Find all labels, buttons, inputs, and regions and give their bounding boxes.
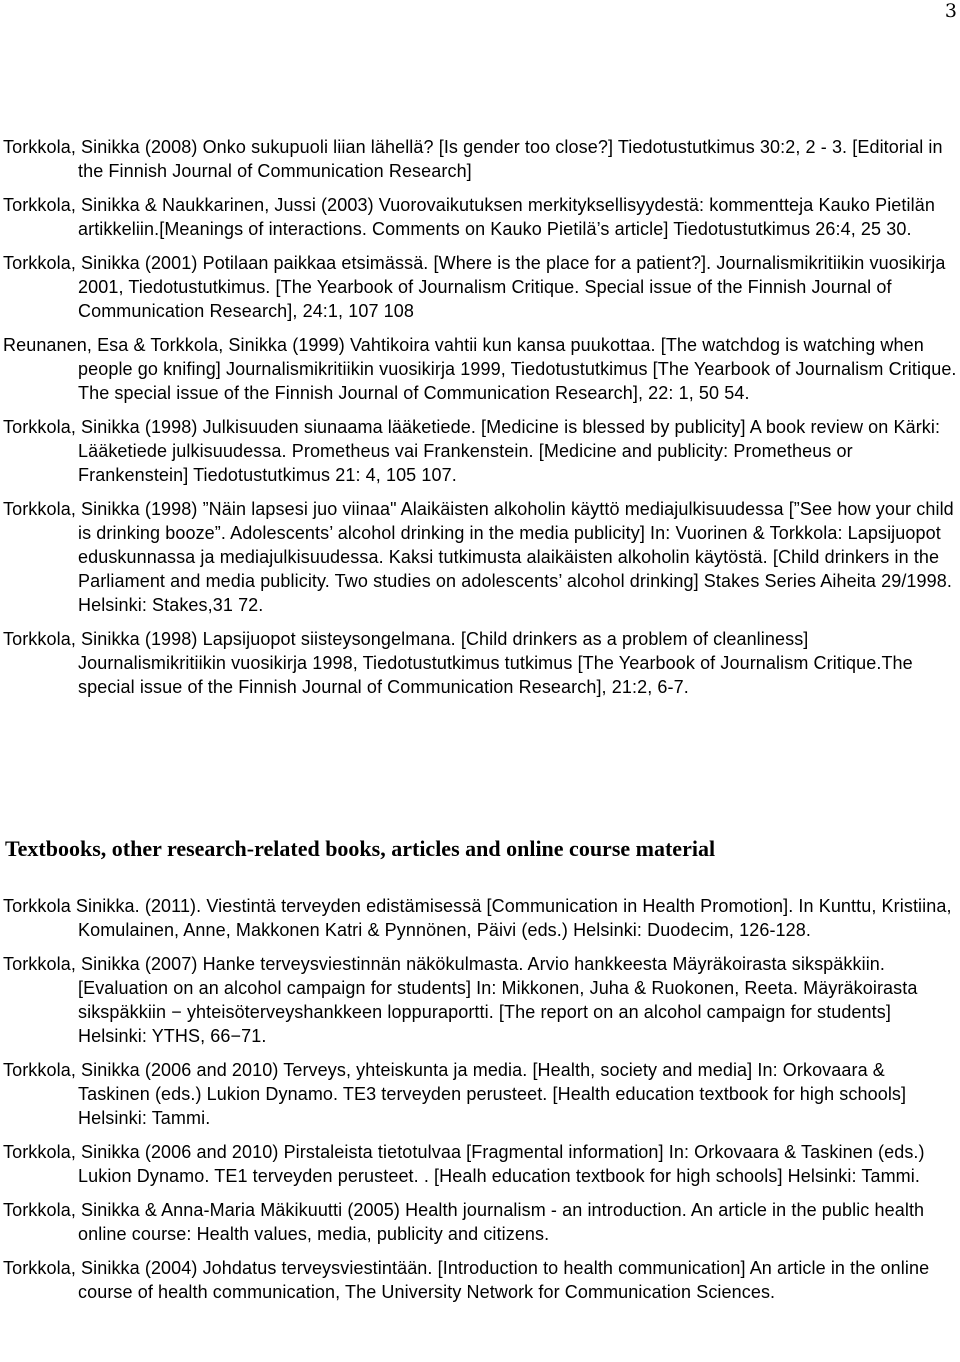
reference-entry: Torkkola, Sinikka & Naukkarinen, Jussi (2003) Vuorovaikutuksen merkityksellisyydestä: kommentteja Kauko Pietilän artikkeliin.[Meanings of interactions. Comments on Kauko Pietilä’s article] Tiedotustutkimus 26:4, 25 30. (3, 195, 935, 239)
reference-entry: Torkkola, Sinikka (1998) ”Näin lapsesi juo viinaa" Alaikäisten alkoholin käyttö mediajulkisuudessa [”See how your child is drinking booze”. Adolescents’ alcohol drinking in the media publicity] In: Vuorinen & Torkkola: Lapsijuopot eduskunnassa ja mediajulkisuudessa. Kaksi tutkimusta alaikäisten alkoholin käytöstä. [Child drinkers in the Parliament and media publicity. Two studies on adolescents’ alcohol drinking] Stakes Series Aiheita 29/1998. Helsinki: Stakes,31 72. (3, 499, 954, 615)
section-heading: Textbooks, other research-related books, articles and online course material (5, 836, 716, 861)
publication-list (3, 135, 959, 709)
reference-entry: Torkkola, Sinikka & Anna-Maria Mäkikuutti (2005) Health journalism - an introduction. An article in the public health online course: Health values, media, publicity and citizens. (3, 1200, 925, 1244)
reference-entry: Torkkola, Sinikka (1998) Julkisuuden siunaama lääketiede. [Medicine is blessed by publicity] A book review on Kärki: Lääketiede julkisuudessa. Prometheus vai Frankenstein. [Medicine and publicity: Prometheus or Frankenstein] Tiedotustutkimus 21: 4, 105 107. (3, 417, 941, 485)
reference-entry: Torkkola, Sinikka (2001) Potilaan paikkaa etsimässä. [Where is the place for a patient?]. Journalismikritiikin vuosikirja 2001, Tiedotustutkimus. [The Yearbook of Journalism Critique. Special issue of the Finnish Journal of Communication Research], 24:1, 107 108 (3, 253, 946, 321)
reference-entry: Torkkola, Sinikka (2007) Hanke terveysviestinnän näkökulmasta. Arvio hankkeesta Mäyräkoirasta sikspäkkiin. [Evaluation on an alcohol campaign for students] In: Mikkonen, Juha & Ruokonen, Reeta. Mäyräkoirasta sikspäkkiin − yhteisöterveyshankkeen loppuraportti. [The report on an alcohol campaign for students] Helsinki: YTHS, 66−71. (3, 954, 918, 1046)
reference-entry: Torkkola, Sinikka (2004) Johdatus terveysviestintään. [Introduction to health communication] An article in the online course of health communication, The University Network for Communication Sciences. (3, 1258, 930, 1302)
reference-entry: Torkkola, Sinikka (2008) Onko sukupuoli liian lähellä? [Is gender too close?] Tiedotustutkimus 30:2, 2 - 3. [Editorial in the Finnish Journal of Communication Research] (3, 137, 943, 181)
reference-entry: Reunanen, Esa & Torkkola, Sinikka (1999) Vahtikoira vahtii kun kansa puukottaa. [The watchdog is watching when people go knifing] Journalismikritiikin vuosikirja 1999, Tiedotustutkimus [The Yearbook of Journalism Critique. The special issue of the Finnish Journal of Communication Research], 22: 1, 50 54. (3, 335, 957, 403)
reference-entry: Torkkola, Sinikka (2006 and 2010) Terveys, yhteiskunta ja media. [Health, society and media] In: Orkovaara & Taskinen (eds.) Lukion Dynamo. TE3 terveyden perusteet. [Health education textbook for high schools] Helsinki: Tammi. (3, 1060, 907, 1128)
textbook-list (3, 894, 959, 1314)
reference-entry: Torkkola, Sinikka (2006 and 2010) Pirstaleista tietotulvaa [Fragmental information] In: Orkovaara & Taskinen (eds.) Lukion Dynamo. TE1 terveyden perusteet. . [Healh education textbook for high schools] Helsinki: Tammi. (3, 1142, 925, 1186)
page-number: 3 (944, 0, 957, 22)
reference-entry: Torkkola, Sinikka (1998) Lapsijuopot siisteysongelmana. [Child drinkers as a problem of cleanliness] Journalismikritiikin vuosikirja 1998, Tiedotustutkimus tutkimus [The Yearbook of Journalism Critique.The special issue of the Finnish Journal of Communication Research], 21:2, 6-7. (3, 629, 913, 697)
reference-entry: Torkkola Sinikka. (2011). Viestintä terveyden edistämisessä [Communication in Health Promotion]. In Kunttu, Kristiina, Komulainen, Anne, Makkonen Katri & Pynnönen, Päivi (eds.) Helsinki: Duodecim, 126-128. (3, 896, 952, 940)
